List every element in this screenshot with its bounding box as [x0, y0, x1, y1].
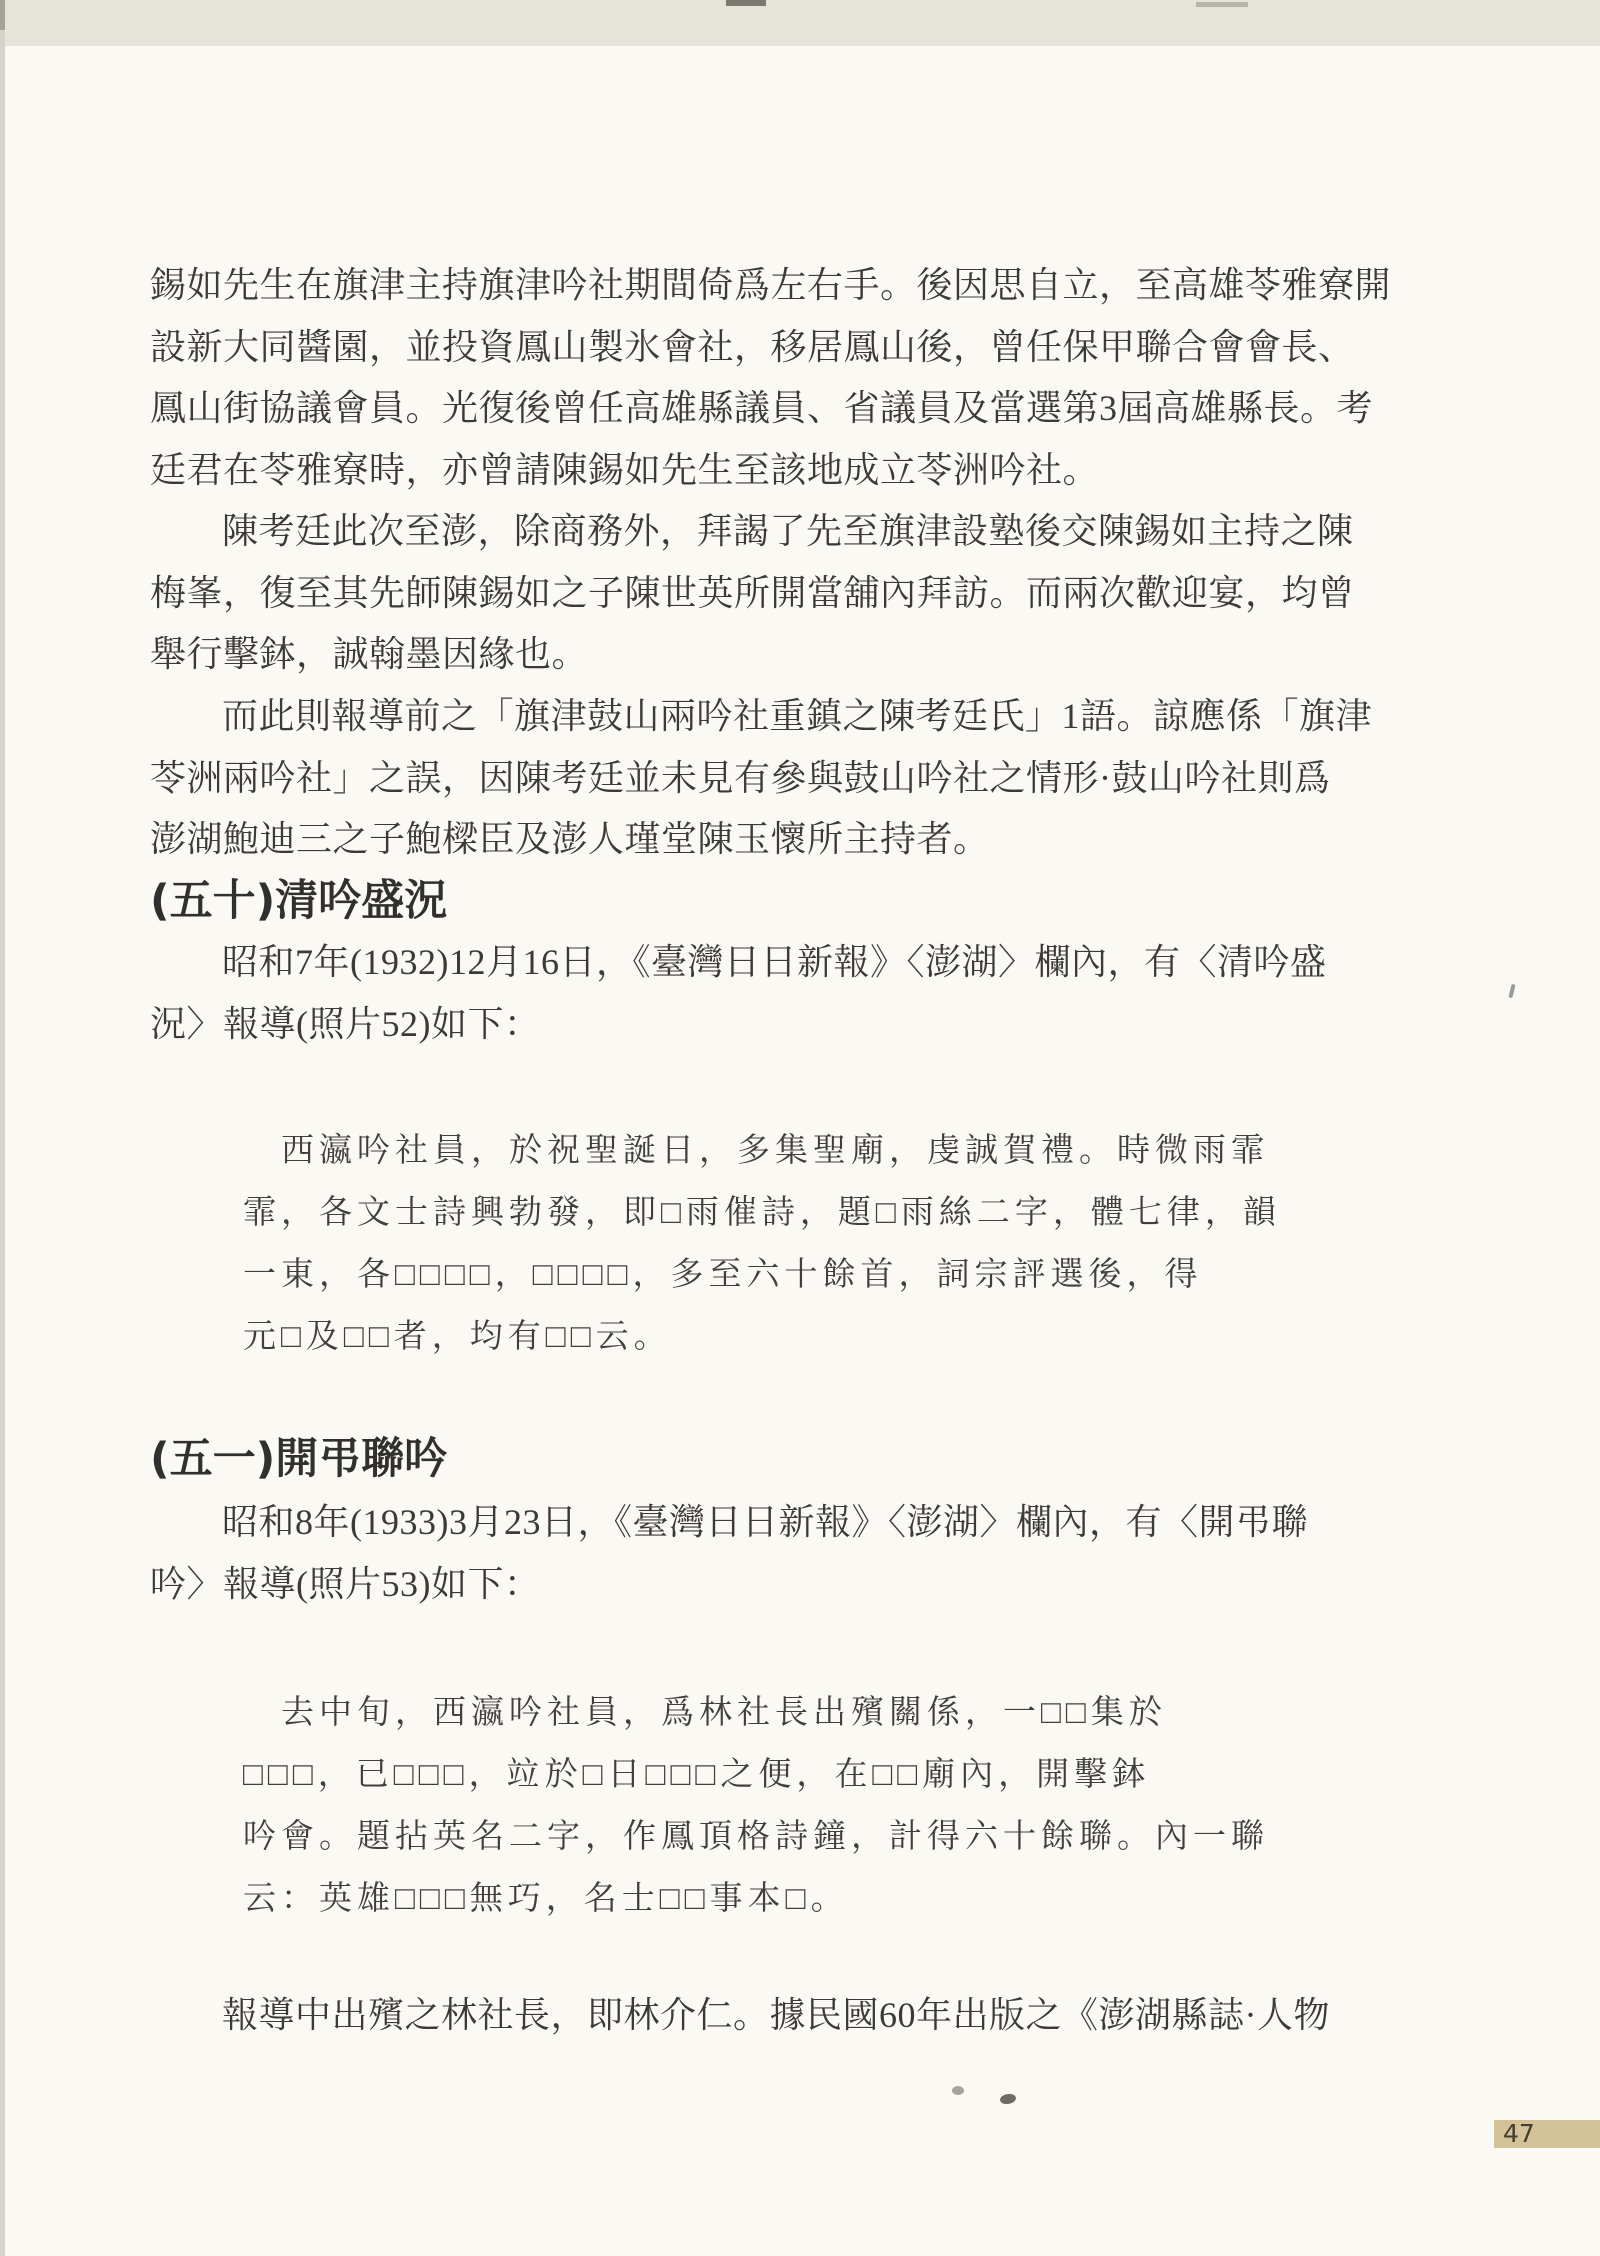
quote-line: 西瀛吟社員，於祝聖誕日，多集聖廟，虔誠賀禮。時微雨霏: [281, 1133, 1269, 1169]
scan-edge-left: [0, 30, 5, 2256]
scan-artifact: [999, 2093, 1016, 2106]
quote-line: 吟會。題拈英名二字，作鳳頂格詩鐘，計得六十餘聯。內一聯: [243, 1819, 1269, 1855]
text-line: 而此則報導前之「旗津鼓山兩吟社重鎮之陳考廷氏」1語。諒應係「旗津: [222, 696, 1373, 736]
scan-artifact: [1196, 2, 1248, 7]
text-line: 設新大同醬園，並投資鳳山製氷會社，移居鳳山後，曾任保甲聯合會會長、: [150, 326, 1355, 367]
page-number: 47: [1503, 2119, 1535, 2148]
text-line: 陳考廷此次至澎，除商務外，拜謁了先至旗津設塾後交陳錫如主持之陳: [222, 511, 1354, 551]
scan-artifact: [726, 0, 766, 6]
text-line: 鳳山街協議會員。光復後曾任高雄縣議員、省議員及當選第3屆高雄縣長。考: [150, 388, 1374, 428]
text-line: 廷君在苓雅寮時，亦曾請陳錫如先生至該地成立苓洲吟社。: [150, 449, 1100, 490]
quote-line: 一東，各□□□□，□□□□，多至六十餘首，詞宗評選後，得: [243, 1257, 1203, 1293]
quoted-news-report: [243, 1682, 1353, 1930]
quote-line: 元□及□□者，均有□□云。: [243, 1319, 672, 1355]
scan-artifact: [1508, 984, 1515, 999]
quote-line: 霏，各文士詩興勃發，即□雨催詩，題□雨絲二字，體七律，韻: [243, 1195, 1281, 1231]
text-line: 梅峯，復至其先師陳錫如之子陳世英所開當舖內拜訪。而兩次歡迎宴，均曾: [150, 572, 1355, 613]
text-line: 錫如先生在旗津主持旗津吟社期間倚爲左右手。後因思自立，至高雄苓雅寮開: [150, 265, 1392, 305]
paragraph: [150, 501, 1394, 686]
scan-edge-top: [0, 0, 1600, 46]
text-line: 吟〉報導(照片53)如下：: [150, 1563, 541, 1604]
text-line: 昭和7年(1932)12月16日，《臺灣日日新報》〈澎湖〉欄內，有〈清吟盛: [222, 942, 1327, 982]
paragraph: [150, 1492, 1394, 1615]
paragraph: [150, 932, 1394, 1055]
section-heading-51: (五一)開弔聯吟: [150, 1434, 448, 1484]
scan-artifact: [952, 2086, 964, 2095]
scan-artifact: [0, 0, 5, 30]
paragraph: [150, 686, 1394, 871]
text-line: 昭和8年(1933)3月23日，《臺灣日日新報》〈澎湖〉欄內，有〈開弔聯: [222, 1502, 1308, 1542]
text-line: 苓洲兩吟社」之誤，因陳考廷並未見有參與鼓山吟社之情形·鼓山吟社則爲: [150, 757, 1331, 798]
quote-line: 云：英雄□□□無巧，名士□□事本□。: [243, 1881, 849, 1917]
quoted-news-report: [243, 1120, 1353, 1368]
section-heading-50: (五十)清吟盛況: [150, 876, 448, 926]
paragraph-continued: [150, 255, 1394, 501]
text-line: 況〉報導(照片52)如下：: [150, 1003, 541, 1044]
text-line: 報導中出殯之林社長，即林介仁。據民國60年出版之《澎湖縣誌·人物: [222, 1995, 1330, 2035]
paragraph: [150, 1985, 1394, 2047]
quote-line: □□□，已□□□，竝於□日□□□之便，在□□廟內，開擊鉢: [243, 1757, 1151, 1793]
text-line: 澎湖鮑迪三之子鮑樑臣及澎人瑾堂陳玉懷所主持者。: [150, 819, 990, 859]
text-line: 舉行擊鉢，誠翰墨因緣也。: [150, 634, 589, 674]
page-number-box: [1494, 2120, 1600, 2148]
quote-line: 去中旬，西瀛吟社員，爲林社長出殯關係，一□□集於: [281, 1695, 1167, 1731]
